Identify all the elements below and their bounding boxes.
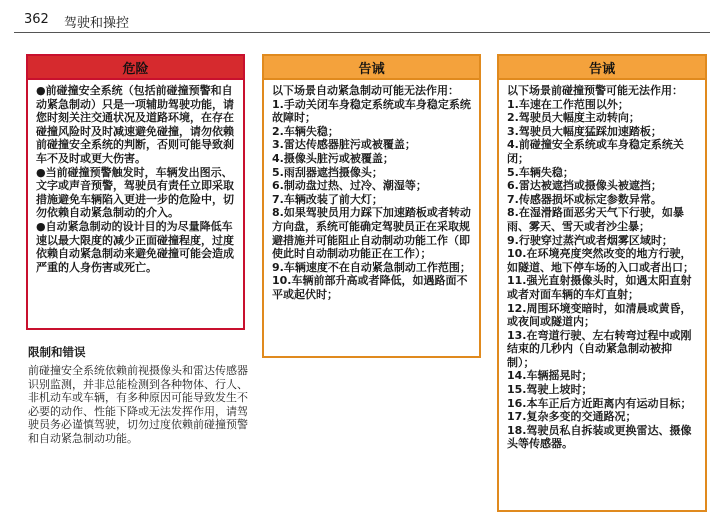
warning-body (264, 80, 479, 306)
list-item: 6.制动盘过热、过冷、潮湿等； (272, 179, 427, 193)
danger-paragraph: ●前碰撞安全系统（包括前碰撞预警和自动紧急制动）只是一项辅助驾驶功能，请您时刻关注交通状况及道路环境，在存在碰撞风险时及时减速避免碰撞，请勿依赖前碰撞安全系统的判断，否则可能导致刹车不及时或更大伤害。 (36, 84, 234, 165)
list-item: 3.雷达传感器脏污或被覆盖； (272, 138, 416, 152)
list-item: 8.在湿滑路面恶劣天气下行驶，如暴雨、雾天、雪天或者沙尘暴； (507, 206, 684, 233)
danger-paragraph: ●当前碰撞预警触发时，车辆发出图示、文字或声音预警，驾驶员有责任立即采取措施避免车辆陷入更进一步的危险中，切勿依赖自动紧急制动的介入。 (36, 165, 234, 220)
danger-box (26, 54, 245, 330)
header-rule (14, 32, 710, 33)
list-item: 1.车速在工作范围以外； (507, 97, 629, 111)
list-item: 13.在弯道行驶、左右转弯过程中或刚结束的几秒内（自动紧急制动被抑制）； (507, 328, 692, 369)
list-item: 14.车辆摇晃时； (507, 369, 593, 383)
list-item: 5.车辆失稳； (507, 165, 574, 179)
page-number: 362 (24, 12, 49, 27)
warning-intro: 以下场景前碰撞预警可能无法作用： (507, 84, 683, 97)
list-item: 2.驾驶员大幅度主动转向； (507, 111, 640, 125)
list-item: 8.如果驾驶员用力踩下加速踏板或者转动方向盘，系统可能确定驾驶员正在采取规避措施并可能阻止自动制动功能工作（即使此时自动制动功能正在工作）； (272, 206, 471, 261)
warning-box-aeb (262, 54, 481, 358)
list-item: 2.车辆失稳； (272, 124, 339, 138)
warning-intro: 以下场景自动紧急制动可能无法作用： (272, 84, 459, 97)
list-item: 7.车辆改装了前大灯； (272, 192, 383, 206)
limits-text: 前碰撞安全系统依赖前视摄像头和雷达传感器识别监测，并非总能检测到各种物体、行人、非机动车或车辆，有多种原因可能导致发生不必要的动作、性能下降或无法发挥作用，请驾驶员务必谨慎驾驶，切勿过度依赖前碰撞预警和自动紧急制动功能。 (28, 364, 248, 445)
list-item: 4.摄像头脏污或被覆盖； (272, 151, 394, 165)
danger-label: 危险 (28, 56, 243, 80)
section-title: 驾驶和操控 (64, 16, 130, 31)
list-item: 3.驾驶员大幅度猛踩加速踏板； (507, 124, 662, 138)
limits-section (28, 344, 248, 446)
list-item: 18.驾驶员私自拆装或更换雷达、摄像头等传感器。 (507, 423, 692, 451)
list-item: 10.车辆前部升高或者降低，如遇路面不平或起伏时； (272, 274, 468, 301)
list-item: 5.雨刮器遮挡摄像头； (272, 165, 383, 179)
warning-box-fcw (497, 54, 707, 512)
list-item: 17.复杂多变的交通路况； (507, 410, 637, 424)
list-item: 1.手动关闭车身稳定系统或车身稳定系统故障时； (272, 97, 471, 125)
list-item: 11.强光直射摄像头时，如遇太阳直射或者对面车辆的车灯直射； (507, 274, 692, 301)
list-item: 12.周围环境变暗时，如清晨或黄昏，或夜间或隧道内； (507, 301, 692, 329)
list-item: 15.驾驶上坡时； (507, 383, 593, 397)
list-item: 4.前碰撞安全系统或车身稳定系统关闭； (507, 138, 684, 165)
list-item: 6.雷达被遮挡或摄像头被遮挡； (507, 179, 662, 193)
list-item: 10.在环境亮度突然改变的地方行驶，如隧道、地下停车场的入口或者出口； (507, 247, 694, 274)
danger-body (28, 80, 243, 278)
list-item: 9.行驶穿过蒸汽或者烟雾区域时； (507, 233, 673, 247)
warning-label: 告诫 (499, 56, 705, 80)
list-item: 9.车辆速度不在自动紧急制动工作范围； (272, 260, 471, 274)
list-item: 16.本车正后方近距离内有运动目标； (507, 396, 692, 410)
limits-title: 限制和错误 (28, 345, 86, 359)
warning-label: 告诫 (264, 56, 479, 80)
warning-body (499, 80, 705, 455)
list-item: 7.传感器损坏或标定参数异常。 (507, 192, 662, 206)
page-header (14, 8, 710, 34)
danger-paragraph: ●自动紧急制动的设计目的为尽量降低车速以最大限度的减少正面碰撞程度，过度依赖自动紧急制动来避免碰撞可能会造成严重的人身伤害或死亡。 (36, 219, 234, 274)
